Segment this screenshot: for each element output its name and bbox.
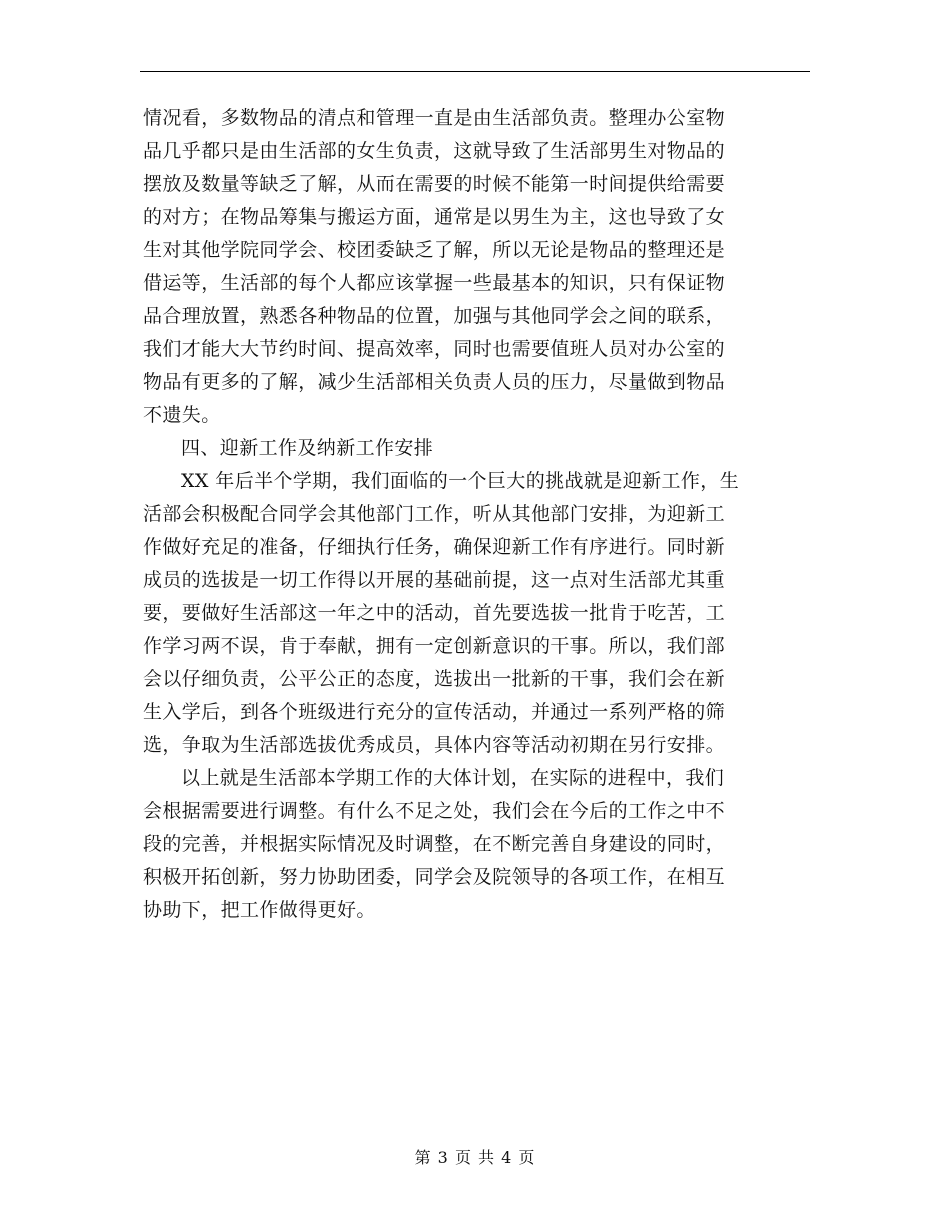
text-line: 摆放及数量等缺乏了解，从而在需要的时候不能第一时间提供给需要 xyxy=(143,173,726,195)
text-line: 的对方；在物品筹集与搬运方面，通常是以男生为主，这也导致了女 xyxy=(143,206,726,228)
text-line: 选，争取为生活部选拔优秀成员，具体内容等活动初期在另行安排。 xyxy=(143,734,726,756)
text-line: 情况看，多数物品的清点和管理一直是由生活部负责。整理办公室物 xyxy=(143,107,726,129)
text-line: 品合理放置，熟悉各种物品的位置，加强与其他同学会之间的联系， xyxy=(143,305,726,327)
text-line: 生入学后，到各个班级进行充分的宣传活动，并通过一系列严格的筛 xyxy=(143,701,726,723)
text-line: 要，要做好生活部这一年之中的活动，首先要选拔一批肯于吃苦，工 xyxy=(143,602,726,624)
header-rule xyxy=(140,71,810,72)
text-line: 积极开拓创新，努力协助团委，同学会及院领导的各项工作，在相互 xyxy=(143,866,726,888)
text-line: 协助下，把工作做得更好。 xyxy=(143,899,376,921)
text-line: 不遗失。 xyxy=(143,404,221,426)
page-footer: 第 3 页 共 4 页 xyxy=(414,1148,536,1167)
text-line: 活部会积极配合同学会其他部门工作，听从其他部门安排，为迎新工 xyxy=(143,503,726,525)
text-line: 段的完善，并根据实际情况及时调整，在不断完善自身建设的同时， xyxy=(143,833,726,855)
text-line: 成员的选拔是一切工作得以开展的基础前提，这一点对生活部尤其重 xyxy=(143,569,726,591)
text-line: 作做好充足的准备，仔细执行任务，确保迎新工作有序进行。同时新 xyxy=(143,536,726,558)
text-line: 物品有更多的了解，减少生活部相关负责人员的压力，尽量做到物品 xyxy=(143,371,726,393)
text-line: 四、迎新工作及纳新工作安排 xyxy=(181,437,434,459)
text-line: XX 年后半个学期，我们面临的一个巨大的挑战就是迎新工作，生 xyxy=(181,470,740,492)
text-line: 生对其他学院同学会、校团委缺乏了解，所以无论是物品的整理还是 xyxy=(143,239,726,261)
text-line: 以上就是生活部本学期工作的大体计划，在实际的进程中，我们 xyxy=(181,767,725,789)
text-line: 会根据需要进行调整。有什么不足之处，我们会在今后的工作之中不 xyxy=(143,800,726,822)
text-line: 借运等，生活部的每个人都应该掌握一些最基本的知识，只有保证物 xyxy=(143,272,726,294)
text-line: 作学习两不误，肯于奉献，拥有一定创新意识的干事。所以，我们部 xyxy=(143,635,726,657)
text-line: 会以仔细负责，公平公正的态度，选拔出一批新的干事，我们会在新 xyxy=(143,668,726,690)
text-line: 我们才能大大节约时间、提高效率，同时也需要值班人员对办公室的 xyxy=(143,338,726,360)
text-line: 品几乎都只是由生活部的女生负责，这就导致了生活部男生对物品的 xyxy=(143,140,726,162)
body-text xyxy=(143,102,813,927)
